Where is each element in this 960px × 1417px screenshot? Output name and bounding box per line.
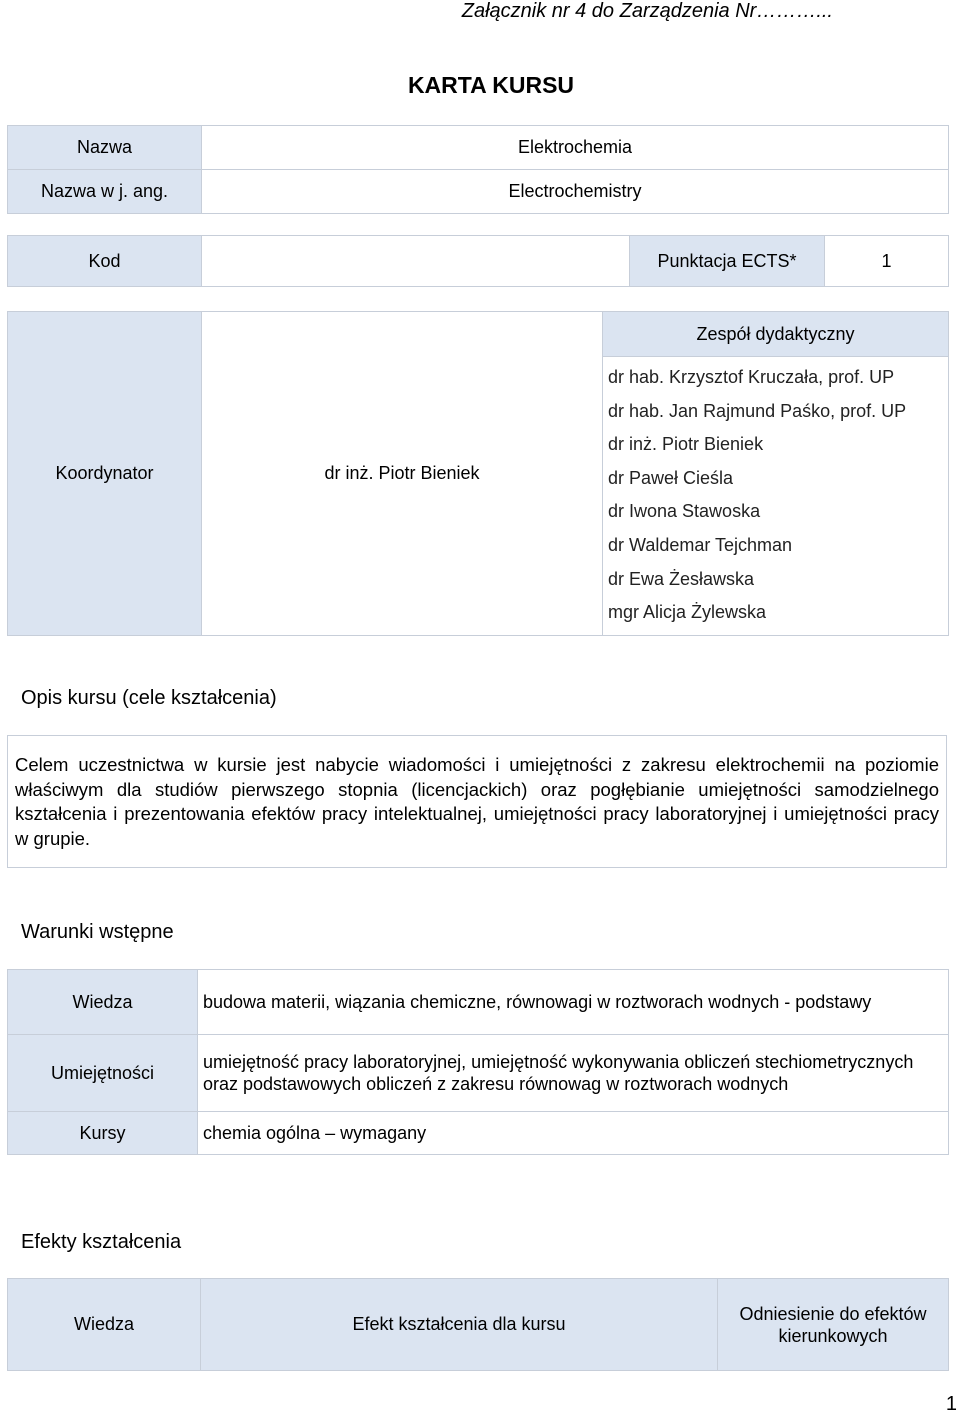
team-member: dr hab. Krzysztof Kruczała, prof. UP [608,367,895,387]
coordinator-label: Koordynator [8,312,202,636]
annex-header: Załącznik nr 4 do Zarządzenia Nr………... [461,0,833,22]
prereq-value-courses: chemia ogólna – wymagany [198,1112,949,1155]
prerequisites-table [7,969,949,1155]
prerequisites-heading: Warunki wstępne [21,921,174,943]
team-member: dr hab. Jan Rajmund Paśko, prof. UP [608,400,907,421]
prereq-label-courses: Kursy [8,1112,198,1155]
ects-value: 1 [825,236,949,287]
name-en-label: Nazwa w j. ang. [8,170,202,214]
description-box [7,735,947,868]
coordinator-table [7,311,949,636]
course-name-table [7,125,949,214]
description-heading: Opis kursu (cele kształcenia) [21,687,277,709]
team-list [603,357,949,636]
coordinator-name: dr inż. Piotr Bieniek [202,312,603,636]
team-member: dr Iwona Stawoska [608,501,761,522]
code-value [202,236,630,287]
course-name-en: Electrochemistry [202,170,949,214]
team-member: dr Waldemar Tejchman [608,534,793,555]
team-member: dr Paweł Cieśla [608,467,734,488]
prereq-value-knowledge: budowa materii, wiązania chemiczne, równowagi w roztworach wodnych - podstawy [198,970,949,1035]
outcomes-heading: Efekty kształcenia [21,1231,182,1253]
code-label: Kod [8,236,202,287]
description-text: Celem uczestnictwa w kursie jest nabycie wiadomości i umiejętności z zakresu elektrochemii na poziomie właściwym dla studiów pierwszego stopnia (licencjackich) oraz pogłębianie umiejętności samodzielnego kształcenia i prezentowania efektów pracy intelektualnej, umiejętności pracy laboratoryjnej i umiejętności pracy w grupie. [15,754,939,849]
outcomes-col-effect: Efekt kształcenia dla kursu [201,1279,718,1371]
course-name: Elektrochemia [202,126,949,170]
page-title: KARTA KURSU [407,72,575,98]
team-label: Zespół dydaktyczny [603,312,949,357]
prereq-value-skills: umiejętność pracy laboratoryjnej, umiejętność wykonywania obliczeń stechiometrycznych oraz podstawowych obliczeń z zakresu równowag w roztworach wodnych [198,1035,949,1112]
page-number: 1 [945,1393,957,1415]
outcomes-table [7,1278,949,1371]
team-member: dr inż. Piotr Bieniek [608,434,764,455]
team-member: dr Ewa Żesławska [608,568,755,589]
prereq-label-knowledge: Wiedza [8,970,198,1035]
ects-label: Punktacja ECTS* [630,236,825,287]
code-ects-table [7,235,949,287]
team-member: mgr Alicja Żylewska [608,602,767,623]
outcomes-col-reference: Odniesienie do efektów kierunkowych [718,1279,949,1371]
name-label: Nazwa [8,126,202,170]
prereq-label-skills: Umiejętności [8,1035,198,1112]
outcomes-col-knowledge: Wiedza [8,1279,201,1371]
